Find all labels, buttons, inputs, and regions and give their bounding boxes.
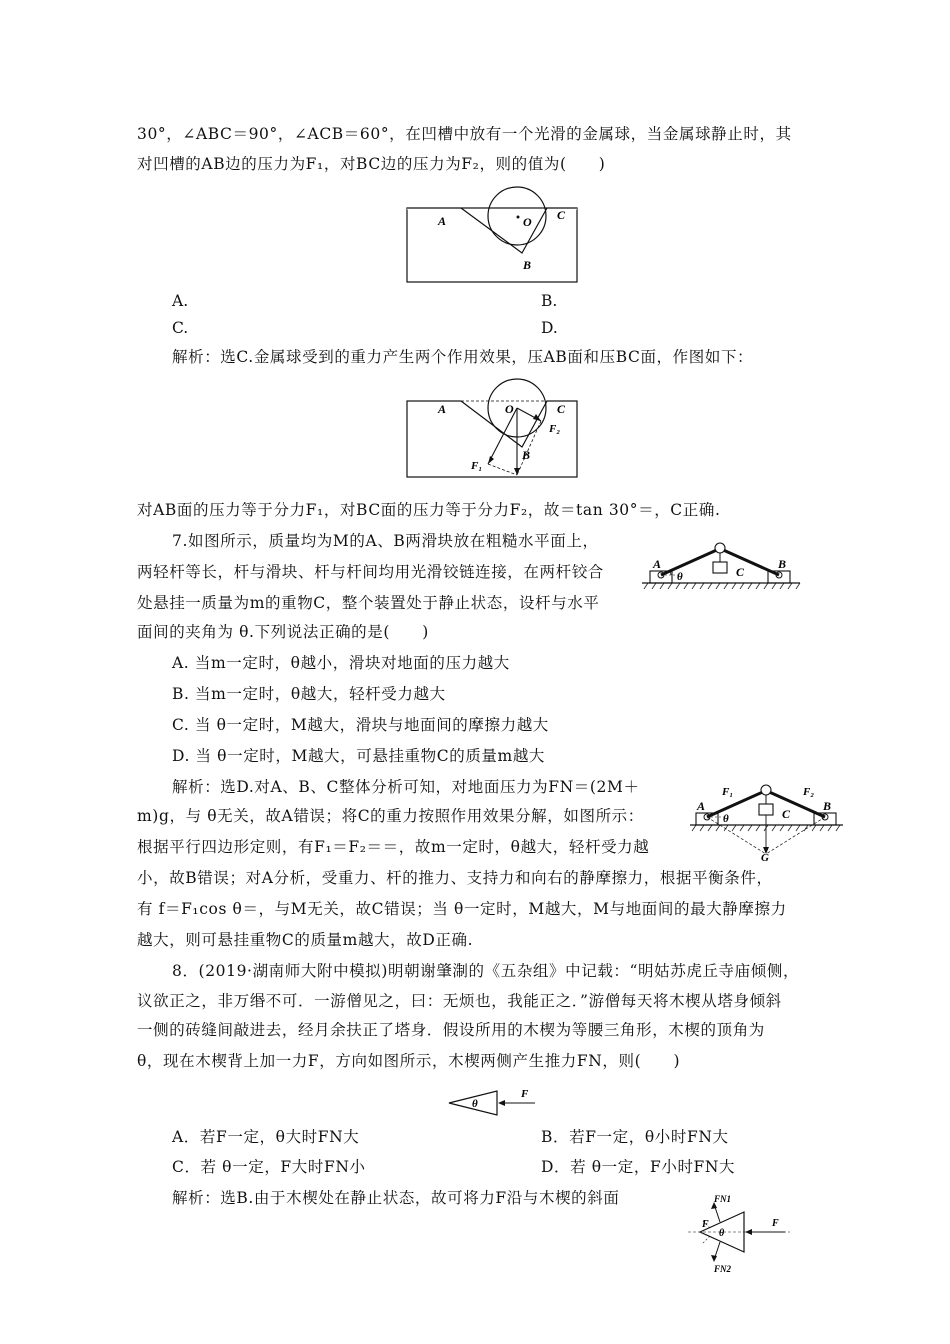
q7-fig-label-b: B (778, 557, 787, 571)
q7-option-d: D. 当 θ一定时，M越大，可悬挂重物C的质量m越大 (172, 747, 546, 765)
q6-fig1-label-o: O (523, 215, 532, 229)
q8-fig2-label-f-left: F (702, 1219, 709, 1230)
q8-option-a: A．若F一定，θ大时FN大 (172, 1128, 360, 1146)
q7-fig2-label-theta: θ (723, 813, 729, 825)
q6-fig2-label-c: C (557, 402, 566, 416)
q7-analysis-5: 有 f＝F₁cos θ＝，与M无关，故C错误；当 θ一定时，M越大，M与地面间的最大静摩擦力 (137, 900, 787, 918)
q6-fig1-label-a: A (438, 214, 447, 228)
q6-option-d: D. (541, 319, 558, 337)
q7-line-3: 处悬挂一质量为m的重物C，整个装置处于静止状态，设杆与水平 (137, 594, 600, 612)
q8-line-3: 一侧的砖缝间敲进去，经月余扶正了塔身．假设所用的木楔为等腰三角形，木楔的顶角为 (137, 1021, 765, 1039)
q6-analysis-2: 对AB面的压力等于分力F₁，对BC面的压力等于分力F₂，故＝tan 30°＝，C正确. (137, 501, 721, 519)
q6-fig2-label-f1: F₁ (471, 460, 483, 472)
q7-option-c: C. 当 θ一定时，M越大，滑块与地面间的摩擦力越大 (172, 716, 549, 734)
q7-fig2-label-f1: F₁ (722, 786, 734, 798)
q6-figure-force-decomposition (405, 377, 580, 479)
q7-fig2-label-a: A (697, 799, 706, 813)
q8-option-c: C．若 θ一定，F大时FN小 (172, 1158, 366, 1176)
q7-option-a: A. 当m一定时，θ越小，滑块对地面的压力越大 (172, 654, 510, 672)
q6-fig2-label-f2: F₂ (549, 423, 561, 435)
q6-option-c: C. (172, 319, 189, 337)
q7-fig-label-c: C (736, 565, 745, 579)
q7-figure-sliders (640, 540, 810, 592)
q7-fig2-label-g: G (761, 852, 769, 862)
q7-fig-label-theta: θ (677, 571, 683, 583)
q6-fig2-label-a: A (438, 402, 447, 416)
q8-option-d: D．若 θ一定，F小时FN大 (541, 1158, 736, 1176)
q7-figure-force-decomposition (688, 770, 848, 862)
q8-fig2-label-theta: θ (719, 1228, 725, 1239)
q8-fig2-label-fn2: FN2 (714, 1264, 732, 1274)
q7-fig2-label-f2: F₂ (803, 786, 815, 798)
q7-analysis-2: m)g，与 θ无关，故A错误；将C的重力按照作用效果分解，如图所示： (137, 807, 644, 825)
q7-analysis-3: 根据平行四边形定则，有F₁＝F₂＝＝，故m一定时，θ越大，轻杆受力越 (137, 838, 650, 856)
q8-figure-wedge (445, 1085, 540, 1117)
q6-fig1-label-b: B (523, 258, 532, 272)
q6-fig2-label-o: O (505, 402, 514, 416)
q8-fig2-label-f-right: F (772, 1218, 779, 1229)
q6-analysis-1: 解析：选C.金属球受到的重力产生两个作用效果，压AB面和压BC面，作图如下： (172, 348, 754, 366)
q7-analysis-1: 解析：选D.对A、B、C整体分析可知，对地面压力为FN＝(2M＋ (172, 778, 640, 796)
q7-fig-label-a: A (653, 557, 662, 571)
q8-fig2-label-fn1: FN1 (714, 1194, 732, 1204)
q7-fig2-label-b: B (823, 799, 832, 813)
q6-line-2: 对凹槽的AB边的压力为F₁，对BC边的压力为F₂，则的值为( ) (137, 155, 606, 173)
q7-option-b: B. 当m一定时，θ越大，轻杆受力越大 (172, 685, 446, 703)
q8-analysis: 解析：选B.由于木楔处在静止状态，故可将力F沿与木楔的斜面 (172, 1189, 620, 1207)
q7-analysis-6: 越大，则可悬挂重物C的质量m越大，故D正确. (137, 931, 474, 949)
q7-line-2: 两轻杆等长，杆与滑块、杆与杆间均用光滑铰链连接，在两杆铰合 (137, 563, 604, 581)
q7-fig2-label-c: C (782, 807, 791, 821)
q8-line-2: 议欲正之，非万缗不可．一游僧见之，曰：无烦也，我能正之．”游僧每天将木楔从塔身倾斜 (137, 992, 782, 1010)
q8-fig-label-theta: θ (472, 1098, 478, 1110)
q6-option-a: A. (172, 292, 189, 310)
q6-line-1: 30°，∠ABC＝90°，∠ACB＝60°，在凹槽中放有一个光滑的金属球，当金属球静止时，其 (137, 125, 792, 143)
q7-line-1: 7.如图所示，质量均为M的A、B两滑块放在粗糙水平面上， (172, 532, 599, 550)
q8-line-1: 8．(2019·湖南师大附中模拟)明朝谢肇淛的《五杂组》中记载：“明姑苏虎丘寺庙倾侧， (172, 962, 800, 980)
q6-option-b: B. (541, 292, 558, 310)
q8-fig-label-f: F (521, 1088, 529, 1100)
q6-figure-groove (405, 183, 580, 285)
q7-line-4: 面间的夹角为 θ.下列说法正确的是( ) (137, 623, 429, 641)
q6-fig1-label-c: C (557, 208, 566, 222)
q8-figure-force-decomposition (680, 1190, 800, 1274)
q8-line-4: θ，现在木楔背上加一力F，方向如图所示，木楔两侧产生推力FN，则( ) (137, 1052, 681, 1070)
q7-analysis-4: 小，故B错误；对A分析，受重力、杆的推力、支持力和向右的静摩擦力，根据平衡条件， (137, 869, 773, 887)
q6-fig2-label-b: B (522, 448, 531, 462)
q8-option-b: B．若F一定，θ小时FN大 (541, 1128, 729, 1146)
